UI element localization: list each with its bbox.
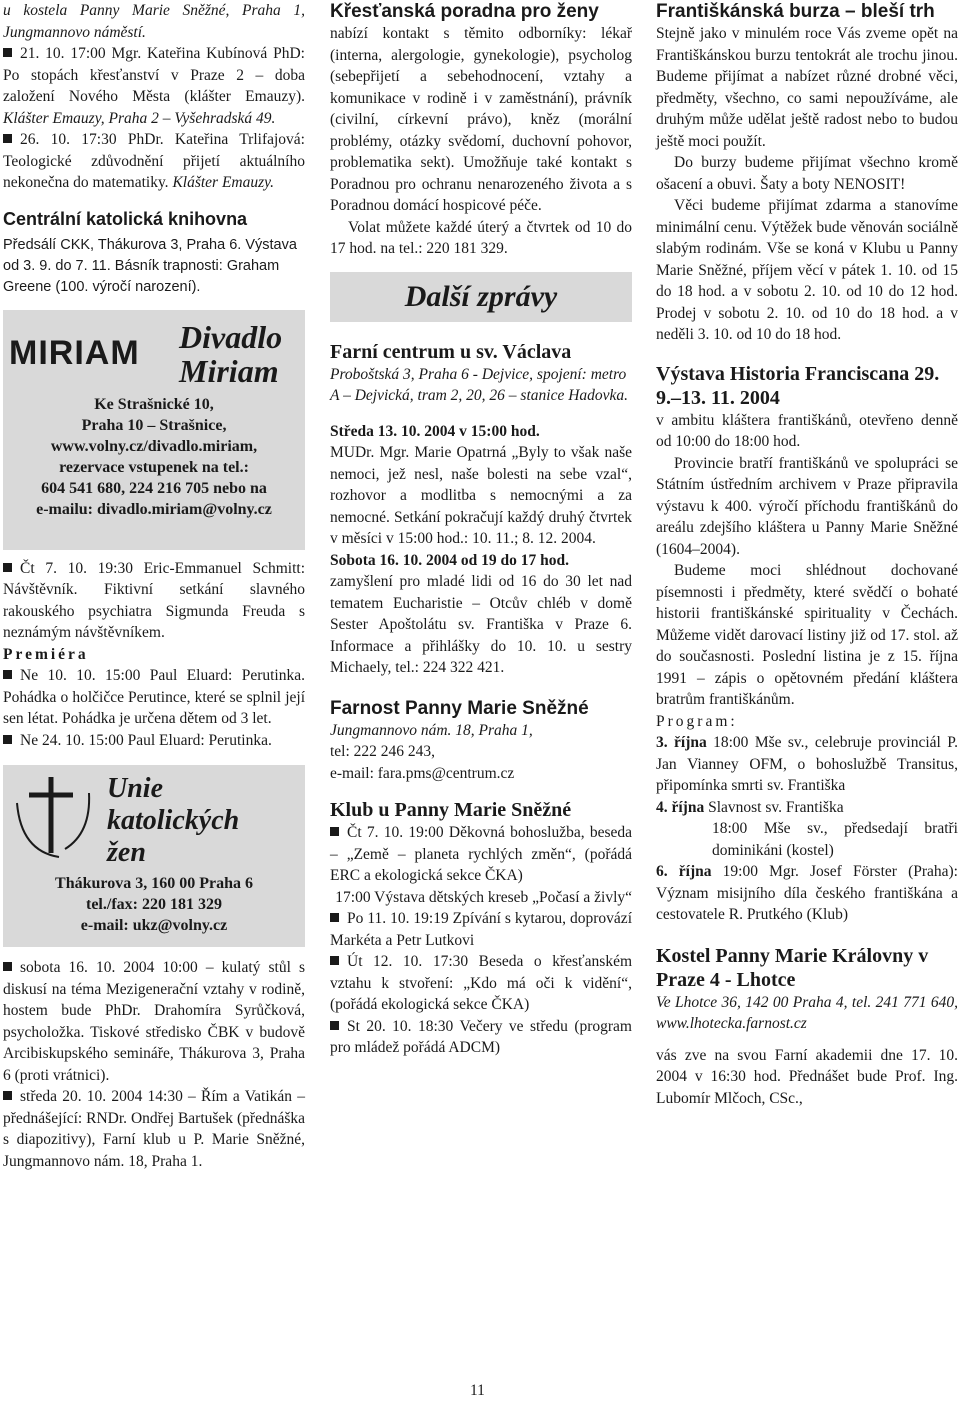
bullet-square <box>3 563 12 572</box>
miriam-event-1: Čt 7. 10. 19:30 Eric-Emmanuel Schmitt: Návštěvník. Fiktivní setkání slavného rakouského psychiatra Sigmunda Freuda s neznámým návštěvníkem. <box>3 559 305 641</box>
bullet-square <box>330 956 339 965</box>
ukz-logo-icon <box>9 773 99 863</box>
library-text: Předsálí CKK, Thákurova 3, Praha 6. Výstava od 3. 9. do 7. 11. Básník trapnosti: Graham Greene (100. výročí narození). <box>3 236 297 295</box>
program-label: Program: <box>656 712 738 730</box>
miriam-addr-2: Praha 10 – Strašnice, <box>81 416 227 434</box>
miriam-event-3: Ne 24. 10. 15:00 Paul Eluard: Perutinka. <box>3 730 305 752</box>
poradna-heading: Křesťanská poradna pro ženy <box>330 1 599 22</box>
bullet-square <box>330 913 339 922</box>
bullet-square <box>3 48 12 57</box>
program-item-1: 3. října 18:00 Mše sv., celebruje provinciál P. Jan Vianney OFM, o bohoslužbě Transitus, připomínka smrti sv. Františka <box>656 734 959 794</box>
burza-heading: Františkánská burza – bleší trh <box>656 1 935 22</box>
program-item-2b: 18:00 Mše sv., předsedají bratři dominikáni (kostel) <box>712 820 958 859</box>
bullet-square <box>330 1021 339 1030</box>
premiera-label: Premiéra <box>3 645 89 663</box>
ukz-tel: tel./fax: 220 181 329 <box>86 896 222 913</box>
miriam-addr-5: 604 541 680, 224 216 705 nebo na <box>41 479 267 497</box>
vystava-heading: Výstava Historia Franciscana 29. 9.–13. 11. 2004 <box>656 362 940 409</box>
ukz-title: Unie katolických žen <box>107 773 240 868</box>
miriam-title: Divadlo Miriam <box>179 318 283 389</box>
fc-event-2-head: Sobota 16. 10. 2004 od 19 do 17 hod. <box>330 551 570 569</box>
lhotka-text: vás zve na svou Farní akademii dne 17. 10. 2004 v 16:30 hod. Přednášet bude Prof. Ing. Lubomír Mlčoch, CSc., <box>656 1046 958 1107</box>
farni-centrum-addr: Proboštská 3, Praha 6 - Dejvice, spojení: metro A – Dejvická, tram 2, 20, 26 – stanice Hadovka. <box>330 365 629 404</box>
farni-centrum-heading: Farní centrum u sv. Václava <box>330 340 572 363</box>
event-1: 21. 10. 17:00 Mgr. Kateřina Kubínová PhD: Po stopách křesťanství v Praze 2 – doba založení Nového Města (klášter Emauzy). Klášter Emauzy, Praha 2 – Vyšehradská 49. <box>3 45 305 127</box>
column-2 <box>330 0 632 1059</box>
bullet-square <box>3 735 12 744</box>
burza-p3: Věci budeme přijímat zdarma a stanovíme minimální cenu. Výtěžek bude věnován sociálně slabým rodinám. Vše se koná v Klubu u Panny Marie Sněžné, příjem věcí v pátek 1. 10. od 15 do 18 hod. a v sobotu 2. 10. od 10 do 12 hod. Prodej v sobotu 2. 10. od 10 do 18 hod. a v neděli 3. 10. od 10 do 18 hod. <box>656 197 958 343</box>
fc-event-1: MUDr. Mgr. Marie Opatrná „Byly to však naše nemoci, jež nesl, naše bolesti na sebe vzal“, rozhovor a modlitba s nemocnými a za nemocné. Setkání pokračují každý druhý čtvrtek v měsíci v 15:00 hod.: 10. 11.; 8. 12. 2004. <box>330 444 632 547</box>
pms-addr: Jungmannovo nám. 18, Praha 1, <box>330 721 533 739</box>
page-number: 11 <box>470 1382 485 1399</box>
vystava-p2: Provincie bratří františkánů ve spolupráci se Státním ústředním archivem v Praze připravila výstavu k 400. výročí příchodu františkánů do areálu zdejšího kláštera u Panny Marie Sněžné (1604–2004). <box>656 454 958 558</box>
lhotka-heading: Kostel Panny Marie Královny v Praze 4 - Lhotce <box>656 944 929 991</box>
klub-event-2: Po 11. 10. 19:19 Zpívání s kytarou, doprovází Markéta a Petr Lutkovi <box>330 910 632 949</box>
bullet-square <box>3 962 12 971</box>
miriam-box <box>3 310 305 550</box>
ukz-addr: Thákurova 3, 160 00 Praha 6 <box>55 875 253 892</box>
ukz-cross-icon <box>9 773 99 863</box>
bullet-square <box>330 827 339 836</box>
bullet-square <box>3 1091 12 1100</box>
miriam-event-2: Ne 10. 10. 15:00 Paul Eluard: Perutinka. Pohádka o holčičce Perutince, které se splnil její sen létat. Pohádka je určena dětem od 3 let. <box>3 667 305 727</box>
miriam-addr-1: Ke Strašnické 10, <box>94 395 214 413</box>
dalsi-zpravy-title: Další zprávy <box>404 279 558 313</box>
intro-text: u kostela Panny Marie Sněžné, Praha 1, Jungmannovo náměstí. <box>3 2 305 41</box>
fc-event-1-head: Středa 13. 10. 2004 v 15:00 hod. <box>330 422 540 440</box>
lhotka-addr: Ve Lhotce 36, 142 00 Praha 4, tel. 241 771 640, www.lhotecka.farnost.cz <box>656 993 958 1032</box>
farnost-pms-heading: Farnost Panny Marie Sněžné <box>330 697 589 719</box>
burza-p2: Do burzy budeme přijímat všechno kromě ošacení a obuvi. Šaty a boty NENOSIT! <box>656 154 958 193</box>
ukz-email-link[interactable]: e-mail: ukz@volny.cz <box>80 917 228 934</box>
burza-p1: Stejně jako v minulém roce Vás zveme opět na Františkánskou burzu tentokrát ale trochu jinou. Budeme přijímat a nabízet různé drobné věci, předměty, všechno, co sami nepoužíváme, ale druhým může udělat ještě radost nebo to budou ještě moci použít. <box>656 25 958 150</box>
column-3 <box>656 0 958 1109</box>
ukz-event-1: sobota 16. 10. 2004 10:00 – kulatý stůl s diskusí na téma Mezigenerační vztahy v rodině, hostem bude PhDr. Drahomíra Syrůčková, psycholožka. Tiskové středisko ČBK v budově Arcibiskupského semináře, Thákurova 3, Praha 6 (proti vrátnici). <box>3 959 305 1084</box>
poradna-text: nabízí kontakt s těmito odborníky: lékař (interna, alergologie, gynekologie), psycholog (sebepřijetí a sebehodnocení, vztahy a komunikace v rodině i v zaměstnání), právník (civilní, církevní právo), kněz (morální problémy, otázky svědomí, duchovní pohovor, problematika sekt). Umožňuje také kontakt s Poradnou pro ochranu nenarozeného života a s Poradnou domácí hospicové péče. <box>330 25 632 214</box>
poradna-call: Volat můžete každé úterý a čtvrtek od 10 do 17 hod. na tel.: 220 181 329. <box>330 218 632 257</box>
vystava-p3: Budeme moci shlédnout dochované písemnosti i předměty, které svědčí o bohaté historii františkánské spirituality v Čechách. Můžeme vidět darovací listiny již od 17. stol. až do současnosti. Poslední listina je z 15. října 1991 – zápis o opětovném předání kláštera bratrům františkánům. <box>656 562 958 708</box>
program-item-3: 6. října 19:00 Mgr. Josef Förster (Praha): Význam misijního díla českého františkána a cestovatele R. Prutkého (Klub) <box>656 863 958 923</box>
klub-heading: Klub u Panny Marie Sněžné <box>330 799 572 821</box>
dalsi-zpravy-box <box>330 272 632 322</box>
event-2: 26. 10. 17:30 PhDr. Kateřina Trlifajová: Teologické zdůvodnění přijetí aktuálního nekonečna do matematiky. Klášter Emauzy. <box>3 131 305 191</box>
library-heading: Centrální katolická knihovna <box>3 208 248 229</box>
fc-event-2: zamyšlení pro mladé lidi od 16 do 30 let nad tematem Eucharistie – Otcův chléb v domě Sester Apoštolátu sv. Františka v Praze 6. Informace a přihlášky do 10. 10. u sestry Michaely, tel.: 224 322 421. <box>330 573 632 676</box>
miriam-email-link[interactable]: e-mailu: divadlo.miriam@volny.cz <box>36 500 272 518</box>
miriam-web-link[interactable]: www.volny.cz/divadlo.miriam, <box>50 437 258 455</box>
miriam-header <box>9 320 299 388</box>
miriam-addr-4: rezervace vstupenek na tel.: <box>59 458 249 476</box>
miriam-logo: MIRIAM <box>9 333 140 372</box>
klub-event-1: Čt 7. 10. 19:00 Děkovná bohoslužba, beseda – „Země – planeta rychlých změn“, (pořádá ERC a ekologická sekce ČKA) <box>330 824 632 884</box>
program-item-2: 4. října Slavnost sv. Františka <box>656 798 844 816</box>
pms-email-link[interactable]: e-mail: fara.pms@centrum.cz <box>330 764 515 782</box>
klub-event-4: St 20. 10. 18:30 Večery ve středu (program pro mládež pořádá ADCM) <box>330 1017 632 1056</box>
ukz-event-2: středa 20. 10. 2004 14:30 – Řím a Vatikán – přednášející: RNDr. Ondřej Bartušek (přednáška s diapozitivy), Farní klub u P. Marie Sněžné, Jungmannovo nám. 18, Praha 1. <box>3 1088 305 1170</box>
column-1 <box>3 0 305 1172</box>
klub-event-3: Út 12. 10. 17:30 Beseda o křesťanském vztahu k stvoření: „Kdo má oči k vidění“, (pořádá ekologická sekce ČKA) <box>330 953 632 1013</box>
bullet-square <box>3 134 12 143</box>
ukz-box <box>3 765 305 947</box>
ukz-header <box>9 773 299 869</box>
bullet-square <box>3 670 12 679</box>
pms-tel: tel: 222 246 243, <box>330 743 436 760</box>
vystava-p1: v ambitu kláštera františkánů, otevřeno denně od 10:00 do 18:00 hod. <box>656 411 958 450</box>
klub-event-1b: 17:00 Výstava dětských kreseb „Počasí a živly“ <box>335 888 632 906</box>
